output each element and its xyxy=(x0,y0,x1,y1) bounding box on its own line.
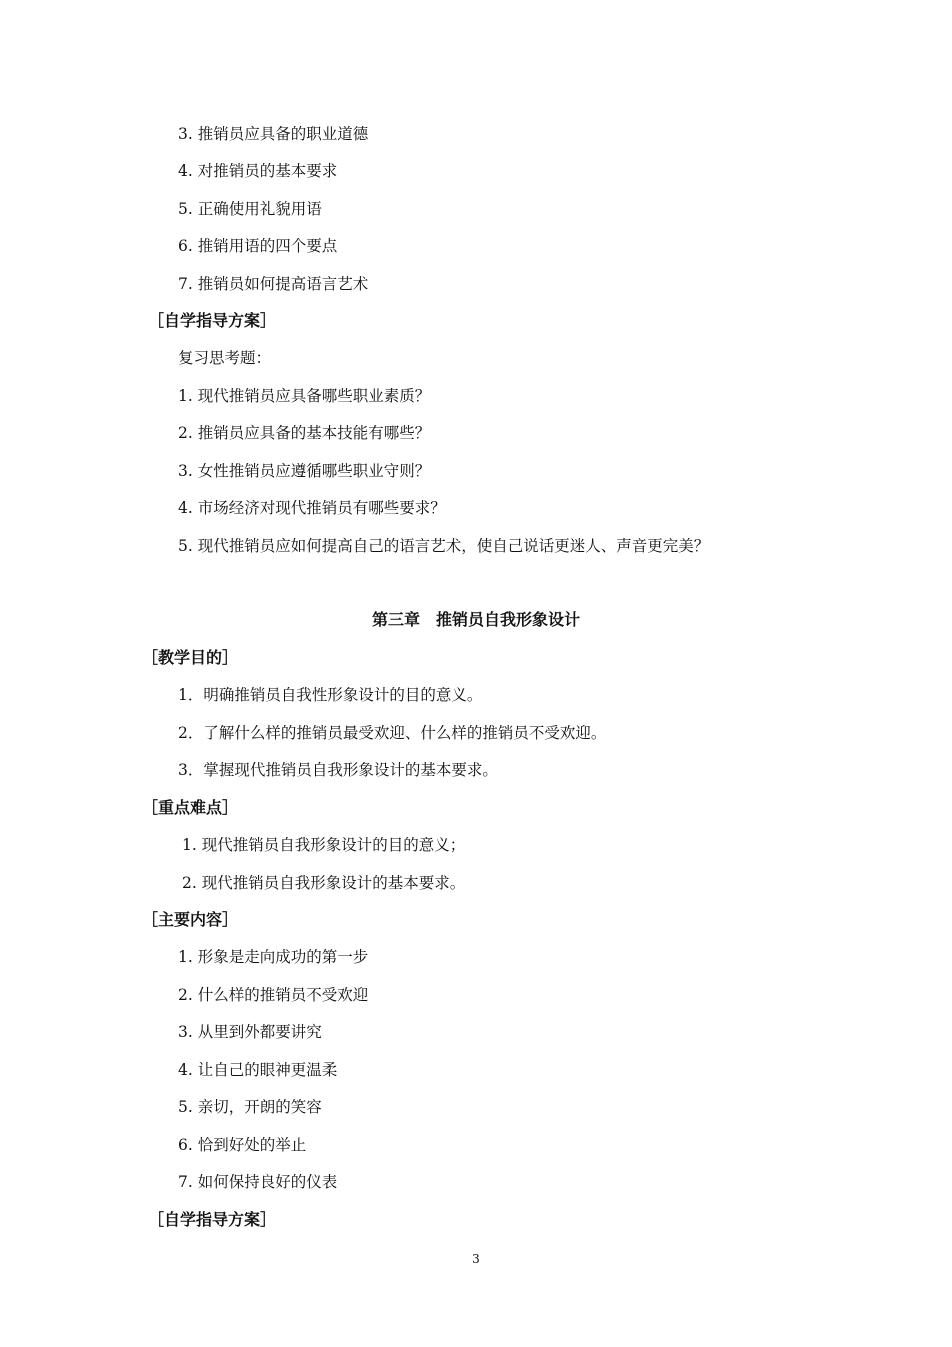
list-item: 6. 推销用语的四个要点 xyxy=(178,237,338,255)
key-point-item: 1. 现代推销员自我形象设计的目的意义； xyxy=(182,836,466,854)
main-content-item: 1. 形象是走向成功的第一步 xyxy=(178,948,369,966)
teaching-goal-item: 2．了解什么样的推销员最受欢迎、什么样的推销员不受欢迎。 xyxy=(178,724,607,742)
main-content-heading: ［主要内容］ xyxy=(142,910,239,929)
list-item: 5. 正确使用礼貌用语 xyxy=(178,200,322,218)
question-item: 3. 女性推销员应遵循哪些职业守则？ xyxy=(178,462,431,480)
teaching-goal-heading: ［教学目的］ xyxy=(142,648,239,667)
self-study-heading: ［自学指导方案］ xyxy=(148,311,277,330)
list-item: 3. 推销员应具备的职业道德 xyxy=(178,125,369,143)
main-content-item: 6. 恰到好处的举止 xyxy=(178,1136,307,1154)
review-label: 复习思考题： xyxy=(178,349,272,367)
question-item: 1. 现代推销员应具备哪些职业素质？ xyxy=(178,387,431,405)
question-item: 5. 现代推销员应如何提高自己的语言艺术，使自己说话更迷人、声音更完美？ xyxy=(178,537,710,555)
main-content-item: 2. 什么样的推销员不受欢迎 xyxy=(178,986,369,1004)
main-content-item: 5. 亲切，开朗的笑容 xyxy=(178,1098,322,1116)
main-content-item: 4. 让自己的眼神更温柔 xyxy=(178,1061,338,1079)
key-point-item: 2. 现代推销员自我形象设计的基本要求。 xyxy=(182,874,466,892)
chapter-title: 第三章 推销员自我形象设计 xyxy=(371,610,580,629)
main-content-item: 7. 如何保持良好的仪表 xyxy=(178,1173,338,1191)
main-content-item: 3. 从里到外都要讲究 xyxy=(178,1023,322,1041)
page-number: 3 xyxy=(472,1252,480,1266)
teaching-goal-item: 1．明确推销员自我性形象设计的目的意义。 xyxy=(178,686,483,704)
list-item: 7. 推销员如何提高语言艺术 xyxy=(178,275,369,293)
self-study-heading: ［自学指导方案］ xyxy=(148,1210,277,1229)
teaching-goal-item: 3．掌握现代推销员自我形象设计的基本要求。 xyxy=(178,761,498,779)
question-item: 2. 推销员应具备的基本技能有哪些？ xyxy=(178,424,431,442)
question-item: 4. 市场经济对现代推销员有哪些要求？ xyxy=(178,499,446,517)
key-points-heading: ［重点难点］ xyxy=(142,798,239,817)
list-item: 4. 对推销员的基本要求 xyxy=(178,162,338,180)
